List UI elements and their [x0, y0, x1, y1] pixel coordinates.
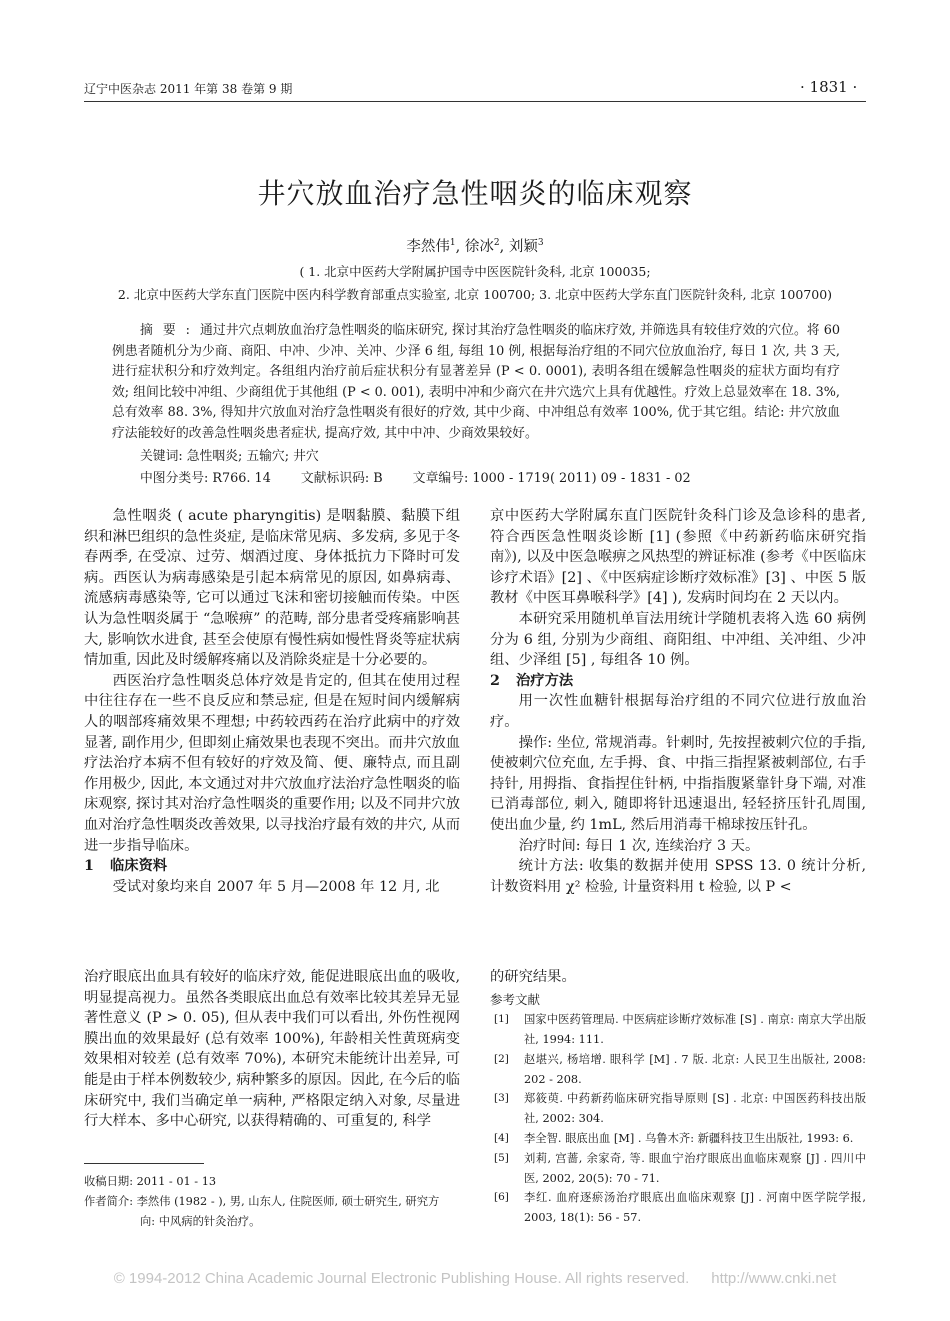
reference-list — [490, 1010, 866, 1228]
reference-number: [2] — [494, 1052, 509, 1065]
reference-item — [490, 1010, 866, 1050]
section-number: 1 — [84, 858, 94, 875]
clc-number: 中图分类号: R766. 14 — [140, 471, 271, 486]
affiliation-line-2: 2. 北京中医药大学东直门医院中医内科学教育部重点实验室, 北京 100700; 3. 北京中医药大学东直门医院针灸科, 北京 100700) — [117, 287, 833, 302]
journal-header: 辽宁中医杂志 2011 年第 38 卷第 9 期 — [84, 82, 293, 96]
paragraph: 的研究结果。 — [490, 969, 576, 985]
author-line: 李然伟$^1$, 徐冰$^2$, 刘颖$^3$ — [406, 238, 544, 255]
reference-text: 国家中医药管理局. 中医病症诊断疗效标准 [S] . 南京: 南京大学出版社, 1994: 111. — [524, 1013, 866, 1046]
author-intro-continued: 向: 中风病的针灸治疗。 — [140, 1215, 261, 1228]
section-title: 临床资料 — [110, 858, 168, 875]
reference-text: 刘莉, 宫蔷, 余家奇, 等. 眼血宁治疗眼底出血临床观察 [J] . 四川中医, 2002, 20(5): 70 - 71. — [524, 1151, 866, 1185]
copyright-text: © 1994-2012 China Academic Journal Electronic Publishing House. All rights reserved. — [113, 1270, 690, 1287]
footnote-rule — [84, 1163, 204, 1164]
article-number: 文章编号: 1000 - 1719( 2011) 09 - 1831 - 02 — [412, 471, 691, 486]
reference-item — [490, 1188, 866, 1228]
paragraph: 本研究采用随机单盲法用统计学随机表将入选 60 病例分为 6 组, 分别为少商组、商阳组、中冲组、关冲组、少冲组、少泽组 [5] , 每组各 10 例。 — [490, 610, 866, 669]
reference-text: 赵堪兴, 杨培增. 眼科学 [M] . 7 版. 北京: 人民卫生出版社, 2008: 202 - 208. — [524, 1052, 866, 1086]
affiliation-line-1: ( 1. 北京中医药大学附属护国寺中医医院针灸科, 北京 100035; — [299, 264, 651, 279]
abstract — [112, 321, 840, 445]
author-name: 刘颖 — [508, 239, 538, 255]
body-column-right-bottom — [490, 967, 866, 1228]
author-name: 李然伟 — [406, 239, 450, 255]
reference-item — [490, 1129, 866, 1149]
section-title: 治疗方法 — [516, 672, 574, 689]
body-column-left-bottom — [84, 967, 460, 1132]
references-title: 参考文献 — [490, 991, 541, 1007]
footnote — [84, 1172, 460, 1232]
body-column-left-top — [84, 506, 460, 897]
author-intro: 作者简介: 李然伟 (1982 - ), 男, 山东人, 住院医师, 硕士研究生, 研究方 — [84, 1195, 440, 1208]
document-code: 文献标识码: B — [300, 471, 383, 486]
section-number: 2 — [490, 672, 500, 689]
reference-item — [490, 1089, 866, 1129]
reference-item — [490, 1149, 866, 1189]
author-name: 徐冰 — [464, 239, 494, 255]
reference-item — [490, 1050, 866, 1090]
paragraph: 统计方法: 收集的数据并使用 SPSS 13. 0 统计分析, 计数资料用 χ² 检验, 计量资料用 t 检验, 以 P < — [490, 858, 866, 895]
abstract-text: 通过井穴点刺放血治疗急性咽炎的临床研究, 探讨其治疗急性咽炎的临床疗效, 并筛选具有较佳疗效的穴位。将 60 例患者随机分为少商、商阳、中冲、少冲、关冲、少泽 6 组, 每组 10 例, 根据每治疗组的不同穴位放血治疗, 每日 1 次, 共 3 天, 进行症状积分和疗效判定。各组组内治疗前后症状积分有显著差异 (P < 0. 0001), 表明各组在缓解急性咽炎的症状方面均有疗效; 组间比较中冲组、少商组优于其他组 (P < 0. 001), 表明中冲和少商穴在井穴选穴上具有优越性。疗效上总显效率在 18. 3%, 总有效率 88. 3%, 得知井穴放血对治疗急性咽炎有很好的疗效, 其中少商、中冲组总有效率 100%, 优于其它组。结论: 井穴放血疗法能较好的改善急性咽炎患者症状, 提高疗效, 其中中冲、少商效果较好。 — [112, 323, 840, 441]
article-title: 井穴放血治疗急性咽炎的临床观察 — [257, 177, 693, 210]
paragraph: 用一次性血糖针根据每治疗组的不同穴位进行放血治疗。 — [490, 693, 866, 730]
paragraph: 受试对象均来自 2007 年 5 月—2008 年 12 月, 北 — [112, 878, 440, 895]
keywords: 关键词: 急性咽炎; 五输穴; 井穴 — [140, 449, 319, 464]
reference-text: 李全智. 眼底出血 [M] . 乌鲁木齐: 新疆科技卫生出版社, 1993: 6. — [524, 1131, 854, 1145]
reference-number: [4] — [494, 1131, 509, 1144]
classification-line — [140, 467, 717, 486]
section-heading — [84, 856, 460, 877]
section-heading — [490, 671, 866, 692]
paragraph: 操作: 坐位, 常规消毒。针刺时, 先按捏被刺穴位的手指, 使被刺穴位充血, 左手拇、食、中指三指捏紧被刺部位, 右手持针, 用拇指、食指捏住针柄, 中指指腹紧靠针身下端, 对准已消毒部位, 刺入, 随即将针迅速退出, 轻轻挤压针孔周围, 使出血少量, 约 1mL, 然后用消毒干棉球按压针孔。 — [490, 734, 866, 833]
author-sup: 3 — [537, 238, 544, 249]
paragraph: 急性咽炎 ( acute pharyngitis) 是咽黏膜、黏膜下组织和淋巴组织的急性炎症, 是临床常见病、多发病, 多见于冬春两季, 在受凉、过劳、烟酒过度、身体抵抗力下降时可发病。西医认为病毒感染是引起本病常见的原因, 如鼻病毒、流感病毒感染等, 它可以通过飞沫和密切接触而传染。中医认为急性咽炎属于 “急喉痹” 的范畴, 部分患者受疼痛影响甚大, 影响饮水进食, 甚至会使原有慢性病如慢性肾炎等症状病情加重, 因此及时缓解疼痛以及消除炎症是十分必要的。 — [84, 508, 460, 669]
reference-number: [5] — [494, 1151, 509, 1164]
header-rule — [84, 101, 866, 102]
copyright-line — [0, 1270, 950, 1287]
cnki-link[interactable]: http://www.cnki.net — [711, 1270, 837, 1287]
abstract-label: 摘要: — [140, 323, 200, 338]
body-column-right-top — [490, 506, 866, 897]
reference-text: 李红. 血府逐瘀汤治疗眼底出血临床观察 [J] . 河南中医学院学报, 2003, 18(1): 56 - 57. — [524, 1191, 866, 1225]
received-date: 收稿日期: 2011 - 01 - 13 — [84, 1175, 217, 1188]
reference-number: [3] — [494, 1092, 509, 1105]
paragraph: 治疗时间: 每日 1 次, 连续治疗 3 天。 — [518, 837, 760, 854]
author-sup: 1 — [449, 238, 456, 249]
reference-text: 郑筱萸. 中药新药临床研究指导原则 [S] . 北京: 中国医药科技出版社, 2002: 304. — [524, 1092, 866, 1126]
page-number: · 1831 · — [800, 78, 858, 96]
reference-number: [1] — [494, 1013, 509, 1026]
paragraph: 京中医药大学附属东直门医院针灸科门诊及急诊科的患者, 符合西医急性咽炎诊断 [1] (参照《中药新药临床研究指南》), 以及中医急喉痹之风热型的辨证标准 (参考《中医临床诊疗术语》[2] 、《中医病症诊断疗效标准》[3] 、中医 5 版教材《中医耳鼻喉科学》[4] ), 发病时间均在 2 天以内。 — [490, 508, 866, 607]
author-sup: 2 — [493, 238, 500, 249]
paragraph: 治疗眼底出血具有较好的临床疗效, 能促进眼底出血的吸收, 明显提高视力。虽然各类眼底出血总有效率比较其差异无显著性意义 (P > 0. 05), 但从表中我们可以看出, 外伤性视网膜出血的效果最好 (总有效率 100%), 年龄相关性黄斑病变效果相对较差 (总有效率 70%), 本研究未能统计出差异, 可能是由于样本例数较少, 病种繁多的原因。因此, 在今后的临床研究中, 我们当确定单一病种, 严格限定纳入对象, 尽量进行大样本、多中心研究, 以获得精确的、可重复的, 科学 — [84, 969, 460, 1130]
paragraph: 西医治疗急性咽炎总体疗效是肯定的, 但其在使用过程中往往存在一些不良反应和禁忌症, 但是在短时间内缓解病人的咽部疼痛效果不理想; 中药较西药在治疗此病中的疗效显著, 副作用少, 但即刻止痛效果也表现不突出。而井穴放血疗法治疗本病不但有较好的疗效及简、便、廉特点, 而且副作用极少, 因此, 本文通过对井穴放血疗法治疗急性咽炎的临床观察, 探讨其对治疗急性咽炎的重要作用; 以及不同井穴放血对治疗急性咽炎改善效果, 以寻找治疗最有效的井穴, 从而进一步指导临床。 — [84, 672, 460, 854]
reference-number: [6] — [494, 1191, 509, 1204]
